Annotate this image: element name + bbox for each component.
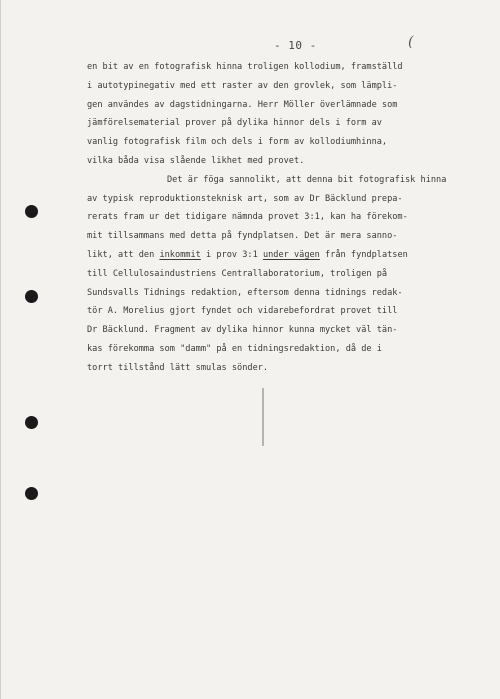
text-line: rerats fram ur det tidigare nämnda provet 3:1, kan ha förekom- <box>87 212 408 223</box>
text-line: mit tillsammans med detta på fyndplatsen. Det är mera sanno- <box>87 231 398 242</box>
text-line: i autotypinegativ med ett raster av den grovlek, som lämpli- <box>87 80 398 91</box>
text-line: kas förekomma som "damm" på en tidningsredaktion, då de i <box>87 343 382 354</box>
punch-hole-icon <box>25 487 38 500</box>
punch-hole-icon <box>25 205 38 218</box>
text-line: en bit av en fotografisk hinna troligen kollodium, framställd <box>87 62 403 72</box>
text-line: Det är föga sannolikt, att denna bit fotografisk hinna <box>167 174 447 185</box>
text-line <box>87 246 472 265</box>
underlined-phrase: under vägen <box>262 249 320 260</box>
pencil-stroke <box>262 388 264 446</box>
text-segment: likt, att den <box>87 249 160 260</box>
text-segment: från fyndplatsen <box>319 249 408 260</box>
text-line: av typisk reproduktionsteknisk art, som av Dr Bäcklund prepa- <box>87 193 403 204</box>
text-line: Dr Bäcklund. Fragment av dylika hinnor kunna mycket väl tän- <box>87 325 398 336</box>
body-text <box>87 58 472 378</box>
page-number: - 10 - <box>274 39 317 52</box>
underlined-word: inkommit <box>159 249 201 260</box>
text-line: torrt tillstånd lätt smulas sönder. <box>87 362 269 373</box>
text-line: jämförelsematerial prover på dylika hinnor dels i form av <box>87 118 382 129</box>
punch-hole-icon <box>25 416 38 429</box>
handwritten-mark: ( <box>408 34 414 50</box>
text-line: vanlig fotografisk film och dels i form av kollodiumhinna, <box>87 137 388 148</box>
paragraph-1 <box>87 58 472 171</box>
text-line: vilka båda visa slående likhet med provet. <box>87 155 305 166</box>
text-line: gen användes av dagstidningarna. Herr Möller överlämnade som <box>87 99 398 110</box>
text-segment: i prov 3:1 <box>200 249 263 260</box>
text-line: Sundsvalls Tidnings redaktion, eftersom denna tidnings redak- <box>87 287 403 298</box>
text-line: tör A. Morelius gjort fyndet och vidarebefordrat provet till <box>87 306 398 317</box>
text-line: till Cellulosaindustriens Centrallaboratorium, troligen på <box>87 268 388 279</box>
punch-hole-icon <box>25 290 38 303</box>
paragraph-2 <box>87 171 472 378</box>
